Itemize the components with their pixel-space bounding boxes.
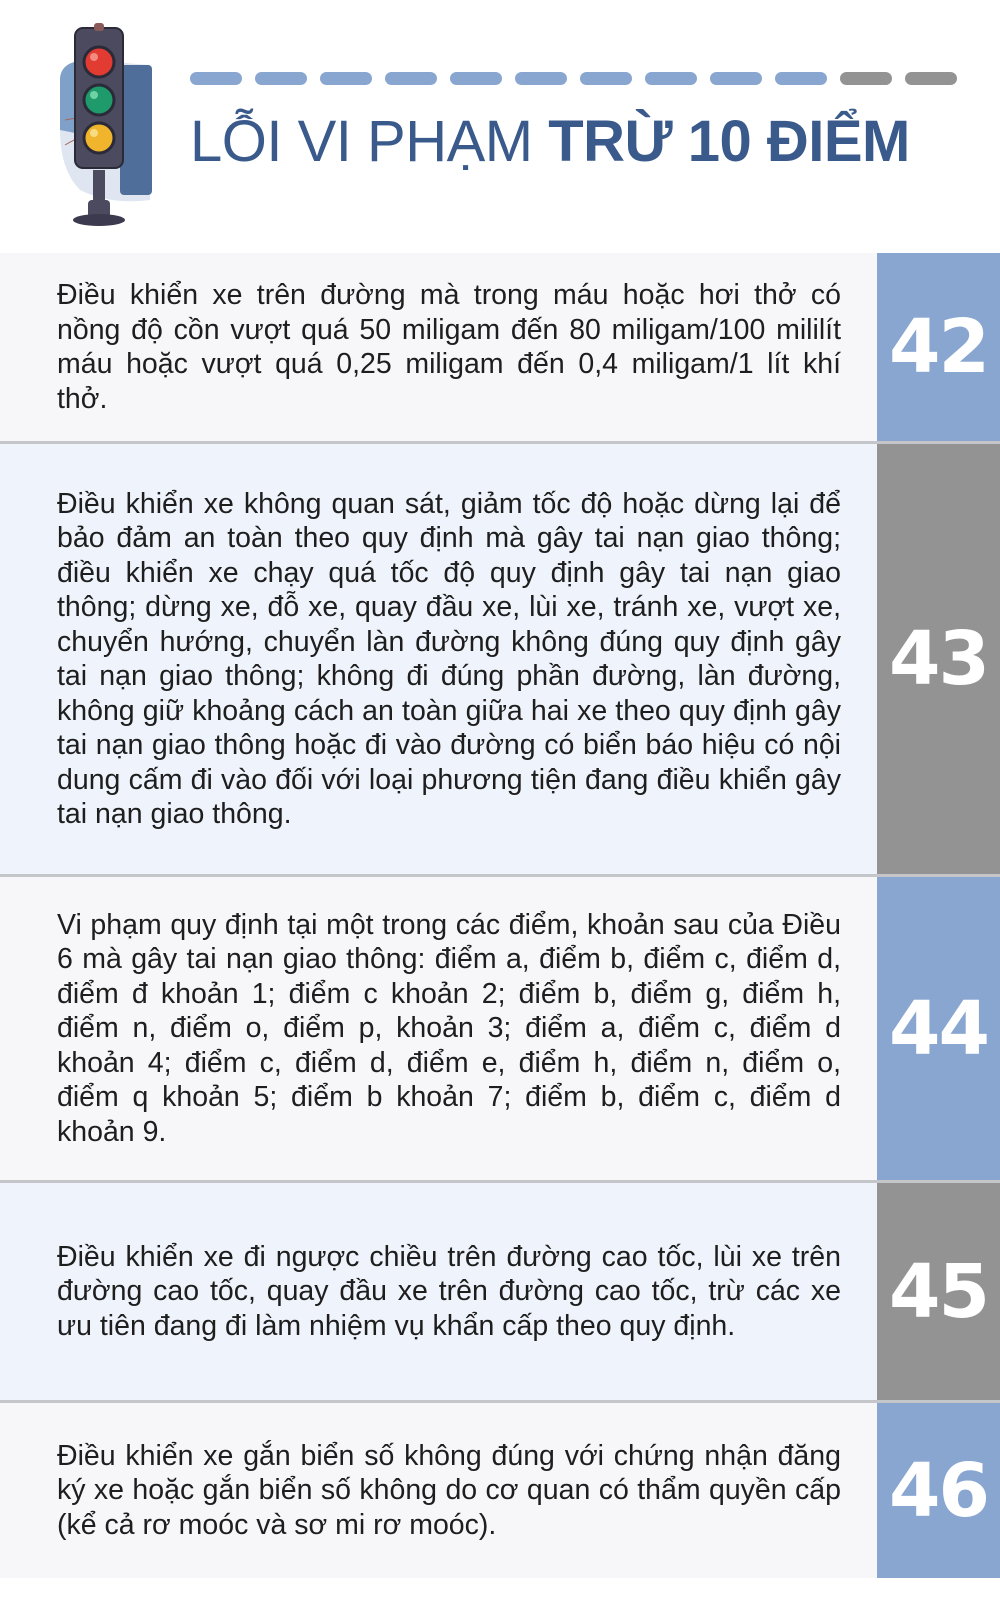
violation-row [0,1183,1000,1403]
progress-dash-active [450,72,502,85]
penalty-number-badge: 43 [877,444,1000,874]
progress-dashes [190,72,957,85]
progress-dash-active [710,72,762,85]
page-title [190,108,910,175]
progress-dash-active [645,72,697,85]
progress-dash-active [515,72,567,85]
progress-dash-active [320,72,372,85]
progress-dash-active [580,72,632,85]
violation-row [0,253,1000,444]
violation-text: Điều khiển xe đi ngược chiều trên đường cao tốc, lùi xe trên đường cao tốc, quay đầu xe trên đường cao tốc, trừ các xe ưu tiên đang đi làm nhiệm vụ khẩn cấp theo quy định. [0,1183,877,1400]
progress-dash-active [385,72,437,85]
penalty-number-badge: 45 [877,1183,1000,1400]
progress-dash-active [775,72,827,85]
violation-text: Điều khiển xe không quan sát, giảm tốc độ hoặc dừng lại để bảo đảm an toàn theo quy định mà gây tai nạn giao thông; điều khiển xe chạy quá tốc độ quy định gây tai nạn giao thông; dừng xe, đỗ xe, quay đầu xe, lùi xe, tránh xe, vượt xe, chuyển hướng, chuyển làn đường không đúng quy định gây tai nạn giao thông; không đi đúng phần đường, làn đường, không giữ khoảng cách an toàn giữa hai xe theo quy định gây tai nạn giao thông hoặc đi vào đường có biển báo hiệu có nội dung cấm đi vào đối với loại phương tiện đang điều khiển gây tai nạn giao thông. [0,444,877,874]
violation-text: Điều khiển xe gắn biển số không đúng với chứng nhận đăng ký xe hoặc gắn biển số không do cơ quan có thẩm quyền cấp (kể cả rơ moóc và sơ mi rơ moóc). [0,1403,877,1578]
penalty-number-badge: 44 [877,877,1000,1180]
progress-dash-active [255,72,307,85]
violation-text: Điều khiển xe trên đường mà trong máu hoặc hơi thở có nồng độ cồn vượt quá 50 miligam đến 80 miligam/100 mililít máu hoặc vượt quá 0,25 miligam đến 0,4 miligam/1 lít khí thở. [0,253,877,441]
progress-dash-inactive [840,72,892,85]
penalty-number-badge: 46 [877,1403,1000,1578]
progress-dash-active [190,72,242,85]
penalty-number-badge: 42 [877,253,1000,441]
progress-dash-inactive [905,72,957,85]
header [0,0,1000,253]
violations-list [0,253,1000,1578]
violation-row [0,1403,1000,1578]
violation-text: Vi phạm quy định tại một trong các điểm, khoản sau của Điều 6 mà gây tai nạn giao thông: điểm a, điểm b, điểm c, điểm d, điểm đ khoản 1; điểm c khoản 2; điểm b, điểm g, điểm h, điểm n, điểm o, điểm p, khoản 3; điểm a, điểm c, điểm d khoản 4; điểm c, điểm d, điểm e, điểm h, điểm n, điểm o, điểm q khoản 5; điểm b khoản 7; điểm b, điểm c, điểm d khoản 9. [0,877,877,1180]
title-bold: TRỪ 10 ĐIỂM [548,109,910,174]
traffic-light-icon [50,20,160,230]
violation-row [0,877,1000,1183]
title-light: LỖI VI PHẠM [190,109,549,174]
violation-row [0,444,1000,877]
